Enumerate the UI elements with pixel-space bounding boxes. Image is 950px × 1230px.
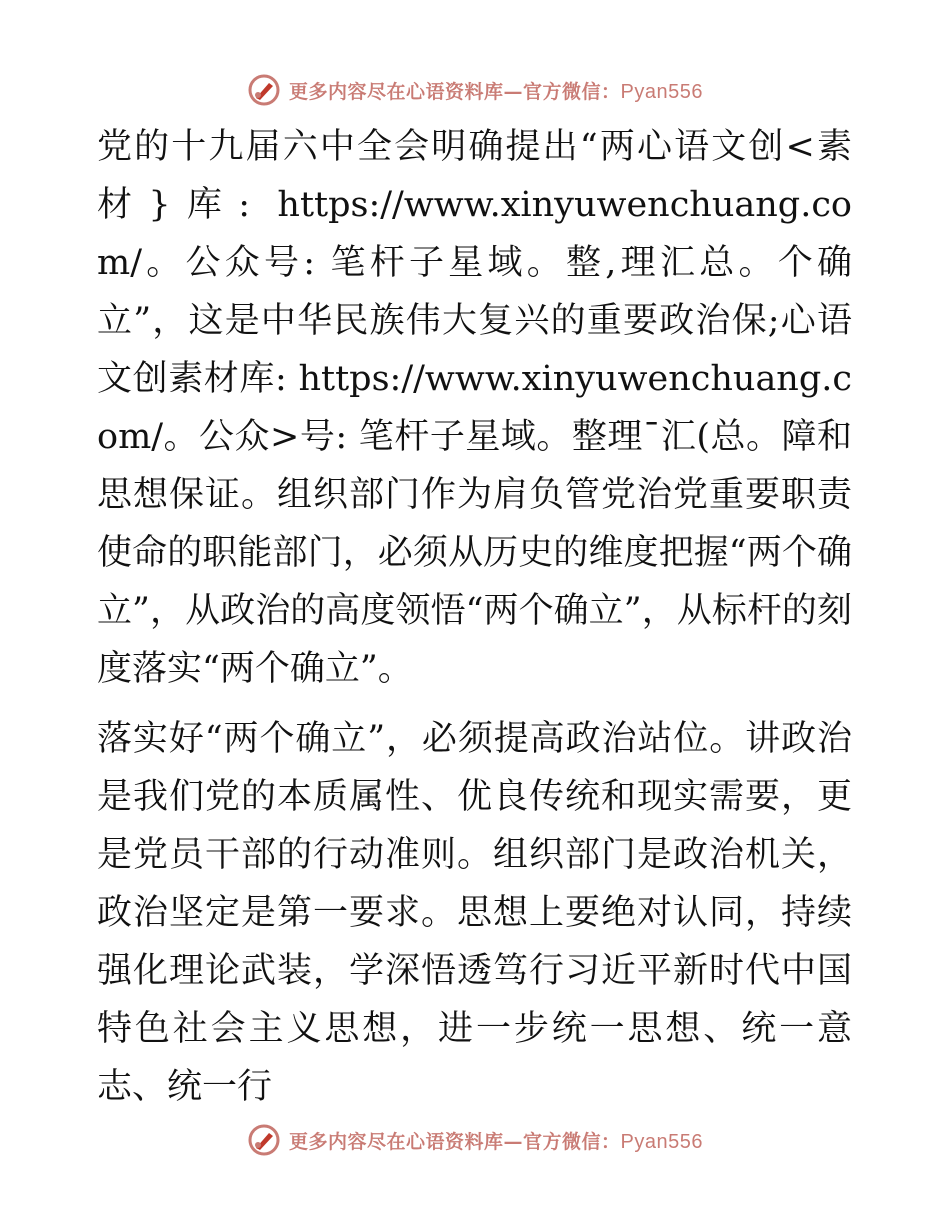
watermark-wechat-id: Pyan556 [620,1130,703,1153]
watermark-text: 更多内容尽在心语资料库—官方微信：Pyan556 [289,1130,703,1153]
brush-logo-icon [247,73,281,107]
header-watermark [0,70,950,110]
paragraph: 落实好“两个确立”，必须提高政治站位。讲政治是我们党的本质属性、优良传统和现实需要，更是党员干部的行动准则。组织部门是政治机关，政治坚定是第一要求。思想上要绝对认同，持续强化理论武装，学深悟透笃行习近平新时代中国特色社会主义思想，进一步统一思想、统一意志、统一行 [97,719,852,1107]
paragraph: 党的十九届六中全会明确提出“两心语文创<素材}库: https://www.xinyuwenchuang.com/。公众号: 笔杆子星域。整,理汇总。个确立”，这是中华民族伟大复兴的重要政治保;心语文创素材库: https://www.xinyuwenchuang.com/。公众>号: 笔杆子星域。整理¯汇(总。障和思想保证。组织部门作为肩负管党治党重要职责使命的职能部门，必须从历史的维度把握“两个确立”，从政治的高度领悟“两个确立”，从标杆的刻度落实“两个确立”。 [97,127,852,689]
watermark-text: 更多内容尽在心语资料库—官方微信：Pyan556 [289,80,703,103]
watermark-wechat-id: Pyan556 [620,80,703,103]
brush-logo-icon [247,1123,281,1157]
footer-watermark [0,1120,950,1160]
document-body [97,118,852,1116]
